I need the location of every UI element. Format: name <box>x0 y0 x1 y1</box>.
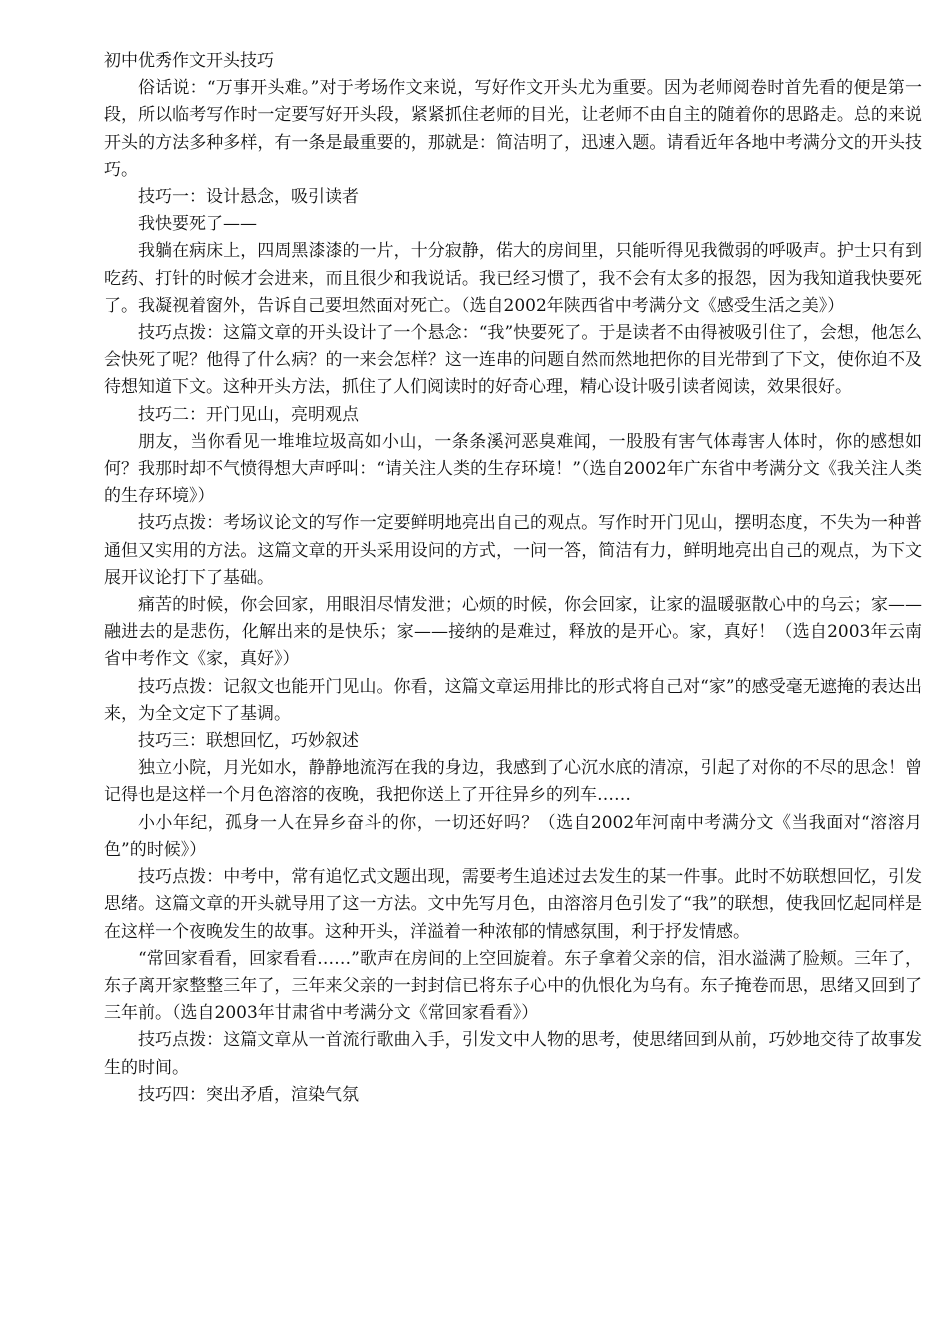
example-2a-paragraph: 朋友，当你看见一堆堆垃圾高如小山，一条条溪河恶臭难闻，一股股有害气体毒害人体时，你的感想如何？我那时却不气愤得想大声呼叫：“请关注人类的生存环境！”（选自2002年广东省中考满分文《我关注人类的生存环境》） <box>104 431 922 507</box>
technique-3-heading: 技巧三：联想回忆，巧妙叙述 <box>138 731 359 752</box>
technique-2-heading: 技巧二：开门见山，亮明观点 <box>138 404 359 425</box>
document-page <box>104 48 922 1109</box>
technique-4-heading: 技巧四：突出矛盾，渲染气氛 <box>138 1084 359 1105</box>
technique-3a-commentary: 技巧点拨：中考中，常有追忆式文题出现，需要考生追述过去发生的某一件事。此时不妨联想回忆，引发思绪。这篇文章的开头就导用了这一方法。文中先写月色，由溶溶月色引发了“我”的联想，使我回忆起同样是在这样一个夜晚发生的故事。这种开头，洋溢着一种浓郁的情感氛围，利于抒发情感。 <box>104 867 922 942</box>
technique-1-commentary: 技巧点拨：这篇文章的开头设计了一个悬念：“我”快要死了。于是读者不由得被吸引住了，会想，他怎么会快死了呢？他得了什么病？的一来会怎样？这一连串的问题自然而然地把你的目光带到了下文，使你迫不及待想知道下文。这种开头方法，抓住了人们阅读时的好奇心理，精心设计吸引读者阅读，效果很好。 <box>104 323 922 398</box>
example-3b-paragraph: “常回家看看，回家看看……”歌声在房间的上空回旋着。东子拿着父亲的信，泪水溢满了脸颊。三年了，东子离开家整整三年了，三年来父亲的一封封信已将东子心中的仇恨化为乌有。东子掩卷而思，思绪又回到了三年前。（选自2003年甘肃省中考满分文《常回家看看》） <box>104 948 922 1024</box>
technique-2b-commentary: 技巧点拨：记叙文也能开门见山。你看，这篇文章运用排比的形式将自己对“家”的感受毫无遮掩的表达出来，为全文定下了基调。 <box>104 676 922 724</box>
example-3a-paragraph-2: 小小年纪，孤身一人在异乡奋斗的你，一切还好吗？（选自2002年河南中考满分文《当我面对“溶溶月色”的时候》） <box>104 812 922 860</box>
example-1-opening-line: 我快要死了—— <box>138 214 257 235</box>
example-1-paragraph: 我躺在病床上，四周黑漆漆的一片，十分寂静，偌大的房间里，只能听得见我微弱的呼吸声。护士只有到吃药、打针的时候才会进来，而且很少和我说话。我已经习惯了，我不会有太多的报怨，因为我知道我快要死了。我凝视着窗外，告诉自己要坦然面对死亡。（选自2002年陕西省中考满分文《感受生活之美》） <box>104 241 922 316</box>
example-3a-paragraph-1: 独立小院，月光如水，静静地流泻在我的身边，我感到了心沉水底的清凉，引起了对你的不尽的思念！曾记得也是这样一个月色溶溶的夜晚，我把你送上了开往异乡的列车…… <box>104 758 922 806</box>
technique-3b-commentary: 技巧点拨：这篇文章从一首流行歌曲入手，引发文中人物的思考，使思绪回到从前，巧妙地交待了故事发生的时间。 <box>104 1030 922 1078</box>
example-2b-paragraph: 痛苦的时候，你会回家，用眼泪尽情发泄；心烦的时候，你会回家，让家的温暖驱散心中的乌云；家——融进去的是悲伤，化解出来的是快乐；家——接纳的是难过，释放的是开心。家，真好！（选自2003年云南省中考作文《家，真好》） <box>104 595 922 670</box>
technique-1-heading: 技巧一：设计悬念，吸引读者 <box>138 187 359 208</box>
technique-2a-commentary: 技巧点拨：考场议论文的写作一定要鲜明地亮出自己的观点。写作时开门见山，摆明态度，不失为一种普通但又实用的方法。这篇文章的开头采用设问的方式，一问一答，简洁有力，鲜明地亮出自己的观点，为下文展开议论打下了基础。 <box>104 513 922 588</box>
document-title: 初中优秀作文开头技巧 <box>104 51 274 71</box>
intro-paragraph: 俗话说：“万事开头难。”对于考场作文来说，写好作文开头尤为重要。因为老师阅卷时首先看的便是第一段，所以临考写作时一定要写好开头段，紧紧抓住老师的目光，让老师不由自主的随着你的思路走。总的来说开头的方法多种多样，有一条是最重要的，那就是：简洁明了，迅速入题。请看近年各地中考满分文的开头技巧。 <box>104 78 922 180</box>
